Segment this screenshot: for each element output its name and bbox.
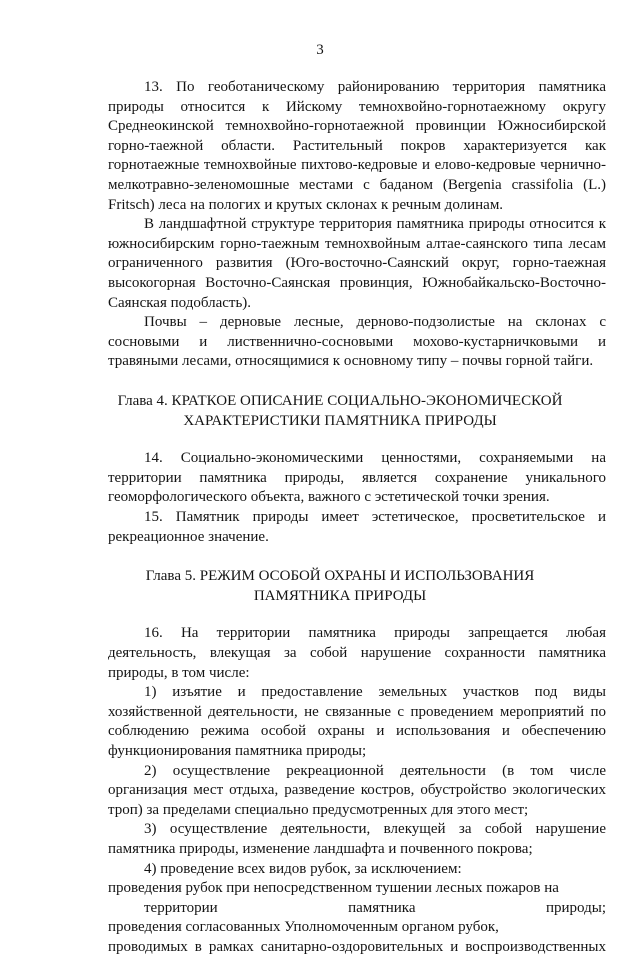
text-line: проведения согласованных Уполномоченным органом рубок, (108, 919, 499, 935)
text-line: хозяйственной деятельности, не связанные с проведением мероприятий по (108, 704, 606, 720)
text-line: 16. На территории памятника природы запрещается любая (144, 625, 606, 641)
text-line: памятника природы, изменение ландшафта и почвенного покрова; (108, 841, 533, 857)
text-line: деятельность, влекущая за собой нарушение сохранности памятника (108, 645, 606, 661)
text-line: горно-таежной области. Растительный покров характеризуется как (108, 138, 606, 154)
text-line: 2) осуществление рекреационной деятельности (в том числе (144, 763, 606, 779)
text-line: территории памятника природы, является сохранение уникального (108, 470, 606, 486)
text-line: В ландшафтной структуре территория памятника природы относится к (144, 216, 606, 232)
text-line: троп) за пределами специально предусмотренных для этого мест; (108, 802, 529, 818)
text-line: проведения рубок при непосредственном тушении лесных пожаров на (108, 880, 559, 896)
text-line: мелкотравно-зеленомошные местами с баданом (Bergenia crassifolia (L.) (108, 177, 606, 193)
text-line: природы относится к Ийскому темнохвойно-горнотаежному округу (108, 99, 606, 115)
text-line: функционирования памятника природы; (108, 743, 367, 759)
chapter-heading: ПАМЯТНИКА ПРИРОДЫ (253, 588, 427, 604)
text-line: территории памятника природы; (144, 900, 606, 916)
text-line: 15. Памятник природы имеет эстетическое, просветительское и (144, 509, 606, 525)
chapter-heading: Глава 4. КРАТКОЕ ОПИСАНИЕ СОЦИАЛЬНО-ЭКОНОМИЧЕСКОЙ (117, 393, 563, 409)
text-line: соблюдению режима особой охраны и использования и обеспечению (108, 723, 606, 739)
chapter-heading: Глава 5. РЕЖИМ ОСОБОЙ ОХРАНЫ И ИСПОЛЬЗОВАНИЯ (145, 568, 535, 584)
text-line: ограниченного развития (Юго-восточно-Саянский округ, горно-таежная (108, 255, 606, 271)
text-line: сосновыми и лиственнично-сосновыми мохово-кустарничковыми и (108, 334, 606, 350)
page-number: 3 (316, 42, 324, 58)
text-line: рекреационное значение. (108, 529, 269, 545)
text-line: высокогорная Восточно-Саянская провинция, Южнобайкальско-Восточно- (108, 275, 606, 291)
text-line: Fritsch) леса на пологих и крутых склонах к речным долинам. (108, 197, 504, 213)
text-line: Среднеокинской темнохвойно-горнотаежной провинции Южносибирской (108, 118, 606, 134)
text-line: природы, в том числе: (108, 665, 250, 681)
text-line: южносибирским горно-таежным темнохвойным алтае-саянского типа лесам (108, 236, 606, 252)
text-line: 14. Социально-экономическими ценностями, сохраняемыми на (144, 450, 606, 466)
text-line: травяными лесами, относящимися к основному типу – почвы горной тайги. (108, 353, 594, 369)
text-line: 3) осуществление деятельности, влекущей за собой нарушение (144, 821, 606, 837)
text-line: геоморфологического объекта, важного с эстетической точки зрения. (108, 489, 550, 505)
text-line: 13. По геоботаническому районированию территория памятника (144, 79, 606, 95)
text-line: горнотаежные темнохвойные пихтово-кедровые и елово-кедровые чернично- (108, 157, 606, 173)
text-line: 1) изъятие и предоставление земельных участков под виды (144, 684, 606, 700)
text-line: Почвы – дерновые лесные, дерново-подзолистые на склонах с (144, 314, 606, 330)
text-line: Саянская подобласть). (108, 295, 252, 311)
text-line: проводимых в рамках санитарно-оздоровительных и воспроизводственных (108, 939, 606, 955)
chapter-heading: ХАРАКТЕРИСТИКИ ПАМЯТНИКА ПРИРОДЫ (183, 413, 497, 429)
text-line: организация мест отдыха, разведение костров, обустройство экологических (108, 782, 606, 798)
text-line: 4) проведение всех видов рубок, за исключением: (144, 861, 462, 877)
